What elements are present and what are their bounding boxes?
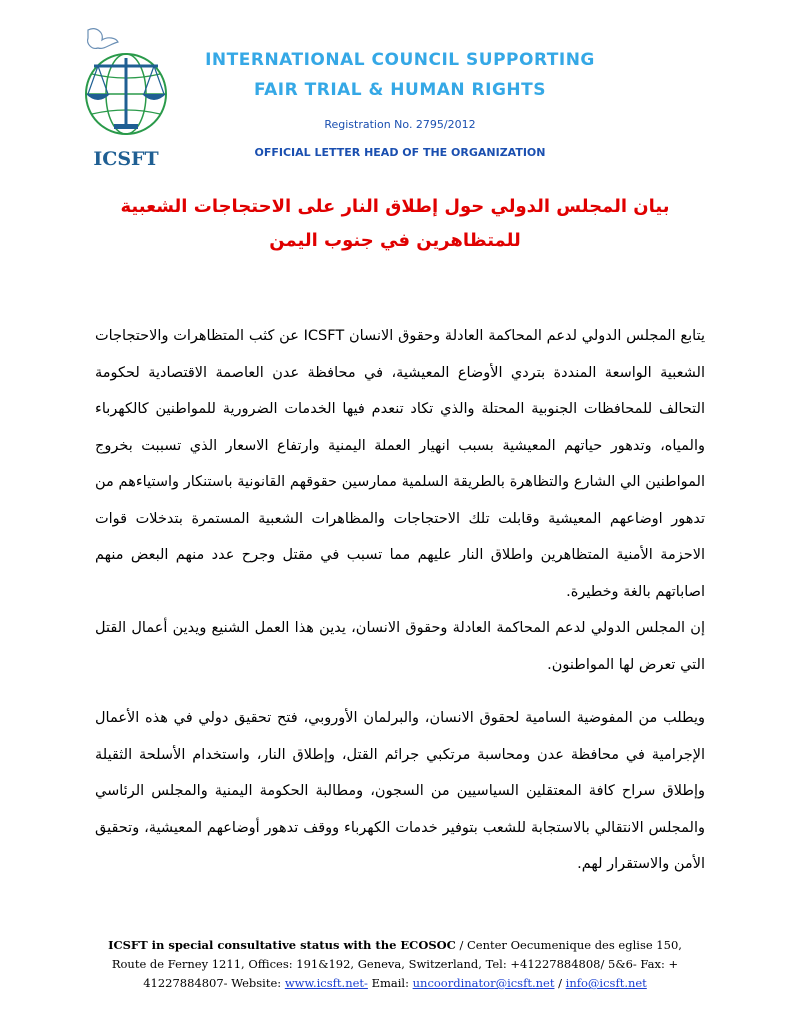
footer [70, 936, 720, 993]
email-label: Email: [367, 976, 413, 990]
footer-line3 [70, 974, 720, 993]
logo-text: ICSFT [93, 148, 159, 170]
org-name-line2: FAIR TRIAL & HUMAN RIGHTS [253, 80, 546, 100]
website-link[interactable]: www.icsft.net- [284, 976, 368, 990]
official-letterhead-label: OFFICIAL LETTER HEAD OF THE ORGANIZATION [254, 146, 546, 159]
email-separator: / [554, 976, 566, 990]
email-link-info[interactable]: info@icsft.net [565, 976, 647, 990]
organization-logo [58, 22, 188, 172]
body-paragraph-1: يتابع المجلس الدولي لدعم المحاكمة العادلة وحقوق الانسان ICSFT عن كثب المتظاهرات والاحتجاجات الشعبية الواسعة المنددة بتردي الأوضاع المعيشية، في محافظة عدن العاصمة الاقتصادية لحكومة التحالف للمحافظات الجنوبية المحتلة والذي تكاد تنعدم فيها الخدمات الضرورية للمواطنين كالكهرباء والمياه، وتدهور حياتهم المعيشية بسبب انهيار العملة اليمنية وارتفاع الاسعار الذي تسببت بخروج المواطنين الي الشارع والتظاهرة بالطريقة السلمية ممارسين حقوقهم القانونية باستنكار واستياءهم من تدهور اوضاعهم المعيشية وقابلت تلك الاحتجاجات والمظاهرات الشعبية المستمرة بتدخلات قوات الاحزمة الأمنية المتظاهرين واطلاق النار عليهم مما تسبب في مقتل وجرح عدد منهم البعض منهم اصاباتهم بالغة وخطيرة. [95, 328, 705, 600]
registration-number: Registration No. 2795/2012 [324, 118, 476, 131]
footer-line1 [70, 936, 720, 955]
org-name-line1: INTERNATIONAL COUNCIL SUPPORTING [205, 50, 595, 70]
body-paragraph-3: ويطلب من المفوضية السامية لحقوق الانسان، والبرلمان الأوروبي، فتح تحقيق دولي في هذه الأعمال الإجرامية في محافظة عدن ومحاسبة مرتكبي جرائم القتل، وإطلاق النار، واستخدام الأسلحة الثقيلة وإطلاق سراح كافة المعتقلين السياسيين من السجون، ومطالبة الحكومة اليمنية والمجلس الرئاسي والمجلس الانتقالي بالاستجابة للشعب بتوفير خدمات الكهرباء ووقف تدهور أوضاعهم المعيشية، وتحقيق الأمن والاستقرار لهم. [95, 710, 705, 872]
footer-fax-website-label: 41227884807- Website: [143, 976, 285, 990]
footer-consultative-status: ICSFT in special consultative status with the ECOSOC [108, 938, 456, 952]
email-link-uncoordinator[interactable]: uncoordinator@icsft.net [412, 976, 555, 990]
statement-title-line2: للمتظاهرين في جنوب اليمن [269, 230, 521, 251]
body-paragraph-2: إن المجلس الدولي لدعم المحاكمة العادلة وحقوق الانسان، يدين هذا العمل الشنيع ويدين أعمال القتل التي تعرض لها المواطنون. [95, 620, 705, 673]
footer-address-start: / Center Oecumenique des eglise 150, [455, 938, 682, 952]
scales-globe-icon [58, 22, 188, 152]
footer-line2: Route de Ferney 1211, Offices: 191&192, Geneva, Switzerland, Tel: +41227884808/ 5&6- Fax: + [111, 957, 679, 971]
statement-title-line1: بيان المجلس الدولي حول إطلاق النار على الاحتجاجات الشعبية [120, 196, 670, 217]
